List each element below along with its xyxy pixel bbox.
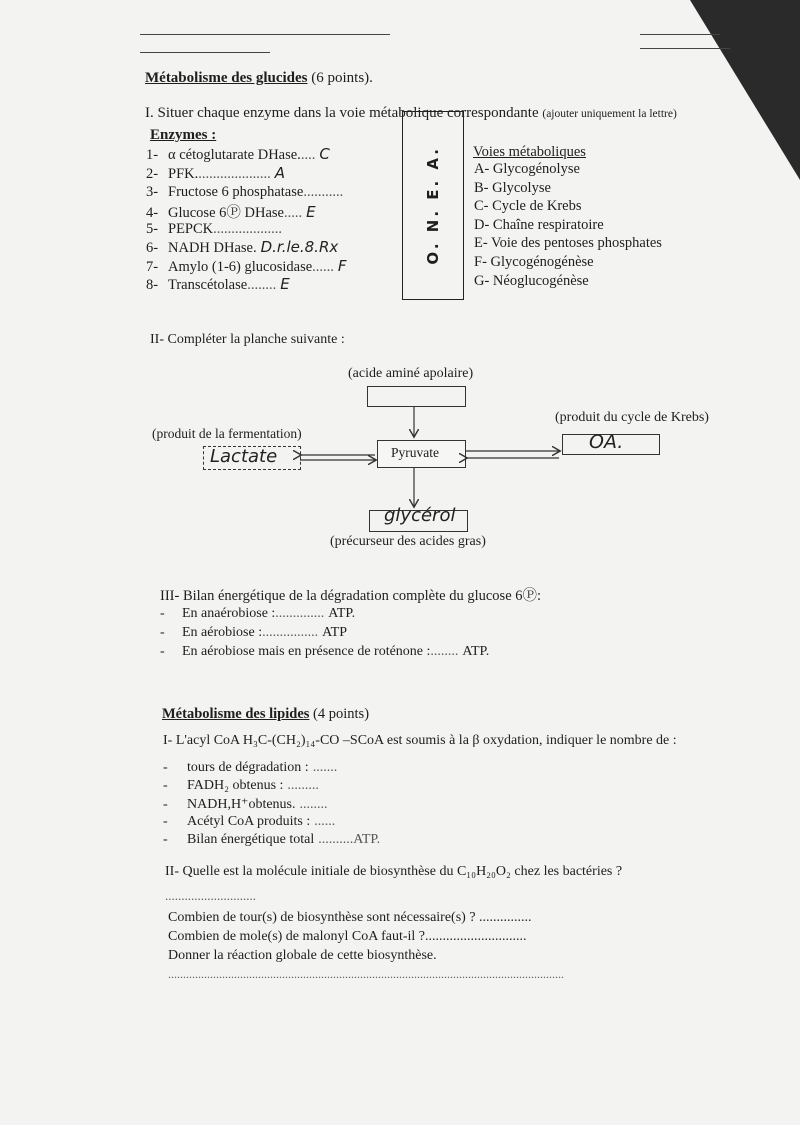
oxidation-label: FADH₂ obtenus :	[187, 778, 284, 793]
energy-label: En aérobiose mais en présence de roténone :	[182, 644, 431, 659]
question-3-prompt: III- Bilan énergétique de la dégradation complète du glucose 6Ⓟ:	[160, 588, 542, 604]
enzyme-name: PFK.	[168, 165, 199, 182]
voies-header: Voies métaboliques	[473, 144, 586, 160]
prompt-text: I. Situer chaque enzyme dans la voie métabolique correspondante	[145, 105, 539, 121]
energy-dots[interactable]: ................	[262, 625, 319, 640]
biosynthesis-question: Combien de mole(s) de malonyl CoA faut-il ?.............................	[168, 929, 527, 944]
energy-row	[160, 625, 347, 641]
oxidation-label: tours de dégradation :	[187, 760, 309, 775]
oxidation-row	[163, 814, 335, 830]
voie-item: F- Glycogénogénèse	[474, 254, 594, 270]
stamp-text: O. N. E. A.	[424, 146, 442, 265]
energy-row	[160, 644, 489, 660]
enzyme-name: α cétoglutarate DHase.	[168, 147, 301, 163]
enzyme-answer[interactable]: F	[337, 256, 347, 275]
enzyme-name: NADH DHase.	[168, 240, 257, 256]
energy-unit: ATP	[322, 625, 347, 640]
energy-unit: ATP.	[328, 606, 356, 621]
oxidation-label: NADH,H⁺obtenus.	[187, 797, 296, 812]
left-answer: Lactate	[210, 446, 278, 467]
voie-item: G- Néoglucogénèse	[474, 272, 589, 289]
enzyme-dots: ....................	[198, 165, 271, 182]
oxidation-dots[interactable]: ..........ATP.	[318, 832, 381, 847]
enzyme-dots: .....	[283, 204, 303, 221]
bullet-dash: -	[163, 797, 168, 812]
enzyme-answer[interactable]: C	[319, 145, 330, 163]
oxidation-row	[163, 760, 337, 776]
right-label: (produit du cycle de Krebs)	[555, 410, 709, 425]
bottom-label: (précurseur des acides gras)	[330, 534, 486, 549]
bullet-dash: -	[163, 832, 168, 847]
pyruvate-label: Pyruvate	[391, 445, 439, 460]
enzyme-number: 5-	[146, 221, 159, 238]
enzymes-header: Enzymes :	[150, 127, 217, 143]
bullet-dash: -	[163, 778, 168, 793]
bullet-dash: -	[160, 644, 165, 659]
enzyme-number: 8-	[146, 277, 159, 294]
section-points: (4 points)	[313, 706, 370, 722]
energy-dots[interactable]: ..............	[275, 606, 325, 621]
enzyme-answer[interactable]: D.r.le.8.Rx	[260, 238, 339, 256]
enzyme-dots: ...................	[213, 221, 283, 238]
biosynthesis-question: Donner la réaction globale de cette biosynthèse.	[168, 948, 437, 963]
oxidation-row	[163, 832, 380, 848]
biosynthesis-question: Combien de tour(s) de biosynthèse sont nécessaire(s) ? ...............	[168, 910, 532, 925]
enzyme-dots: ......	[312, 258, 334, 275]
enzyme-answer[interactable]: E	[280, 275, 290, 294]
enzyme-answer[interactable]: E	[306, 202, 316, 221]
enzyme-name: PEPCK	[168, 221, 214, 238]
section-points: (6 points).	[311, 70, 373, 86]
energy-unit: ATP.	[462, 644, 490, 659]
oxidation-row	[163, 796, 328, 813]
bullet-dash: -	[160, 625, 165, 640]
enzyme-number: 3-	[146, 184, 159, 201]
enzyme-number: 1-	[146, 147, 159, 163]
prompt-note: (ajouter uniquement la lettre)	[542, 108, 677, 120]
lipid-question-1-prompt: I- L'acyl CoA H₃C-(CH₂)₁₄-CO –SCoA est soumis à la β oxydation, indiquer le nombre de :	[163, 733, 677, 748]
enzyme-dots: ...........	[303, 184, 344, 201]
voie-item: A- Glycogénolyse	[474, 161, 580, 177]
oxidation-dots[interactable]: ......	[314, 814, 336, 829]
oxidation-dots[interactable]: .........	[287, 778, 319, 793]
enzyme-name: Amylo (1-6) glucosidase	[168, 258, 313, 275]
voie-item: B- Glycolyse	[474, 179, 551, 196]
section-title-text: Métabolisme des glucides	[145, 70, 308, 86]
enzyme-dots: ....	[300, 147, 316, 163]
enzyme-number: 7-	[146, 258, 159, 275]
oxidation-dots[interactable]: ........	[299, 797, 328, 812]
oxidation-label: Acétyl CoA produits :	[187, 814, 311, 829]
top-label: (acide aminé apolaire)	[348, 366, 474, 381]
enzyme-name: Transcétolase	[168, 277, 248, 294]
answer-dots: ............................	[165, 888, 256, 903]
oxidation-row	[163, 778, 319, 794]
enzyme-answer[interactable]: A	[274, 163, 285, 182]
enzyme-name: Fructose 6 phosphatase	[168, 184, 304, 201]
bullet-dash: -	[160, 606, 165, 621]
energy-label: En aérobiose :	[182, 625, 263, 640]
lipid-question-2-prompt: II- Quelle est la molécule initiale de biosynthèse du C₁₀H₂₀O₂ chez les bactéries ?	[165, 864, 623, 879]
voie-item: C- Cycle de Krebs	[474, 198, 582, 215]
voie-item: D- Chaîne respiratoire	[474, 216, 604, 233]
energy-row	[160, 606, 355, 622]
energy-label: En anaérobiose :	[182, 606, 276, 621]
oxidation-dots[interactable]: .......	[312, 760, 338, 775]
enzyme-dots: ........	[247, 277, 277, 294]
voie-item: E- Voie des pentoses phosphates	[474, 235, 662, 252]
enzyme-number: 4-	[146, 204, 159, 221]
bullet-dash: -	[163, 760, 168, 775]
question-2-prompt: II- Compléter la planche suivante :	[150, 332, 345, 347]
oxidation-label: Bilan énergétique total	[187, 832, 315, 847]
enzyme-number: 6-	[146, 240, 159, 256]
bottom-answer: glycérol	[384, 505, 456, 526]
bullet-dash: -	[163, 814, 168, 829]
enzyme-name: Glucose 6Ⓟ DHase	[168, 204, 284, 221]
energy-dots[interactable]: ........	[430, 644, 459, 659]
final-answer-dots: ....................................................................................................................................	[168, 967, 564, 981]
section-title-lipides	[162, 706, 369, 723]
section-title-text: Métabolisme des lipides	[162, 706, 310, 722]
enzyme-number: 2-	[146, 165, 159, 182]
left-label: (produit de la fermentation)	[152, 426, 302, 441]
right-answer: OA.	[589, 431, 624, 453]
